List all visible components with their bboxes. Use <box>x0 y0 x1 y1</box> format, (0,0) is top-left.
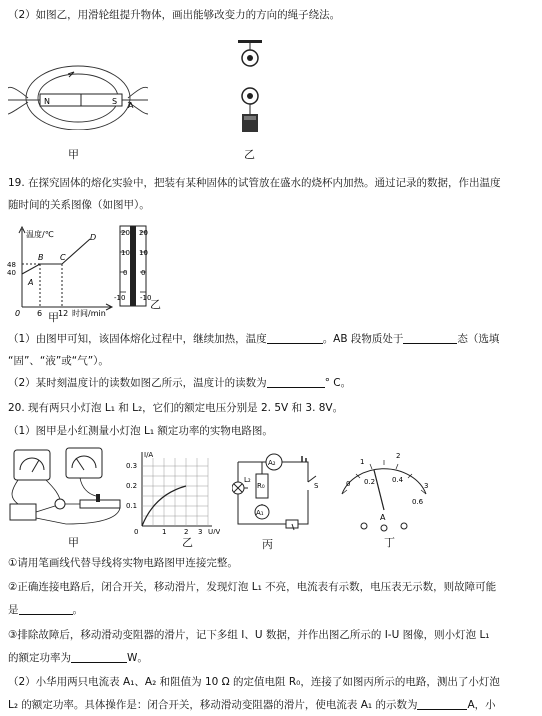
magnet-s-label: S <box>112 97 118 106</box>
magnet-field-figure <box>8 58 148 130</box>
thermo-tick-m10-r: -10 <box>140 294 152 302</box>
graph-xlabel: 时间/min <box>72 309 106 318</box>
iu-xtick-3: 3 <box>198 528 203 534</box>
circuit-a2-label: A₂ <box>268 459 276 467</box>
fig-ding-caption: 丁 <box>384 536 395 549</box>
thermo-tick-20-r: 20 <box>139 229 148 237</box>
graph-ylabel: 温度/℃ <box>26 230 54 239</box>
thermo-tick-10: 10 <box>121 249 130 257</box>
dial-bottom-04: 0.4 <box>392 476 404 484</box>
q20-step2-line1: ②正确连接电路后，闭合开关，移动滑片，发现灯泡 L₁ 不亮，电流表有示数，电压表无示数，则故障可能 <box>8 581 497 593</box>
q20-sub2-b: A，小 <box>467 699 496 711</box>
graph-point-d: D <box>90 233 97 242</box>
q20-step3-a: 的额定功率为 <box>8 652 71 664</box>
q20-step2-b: 。 <box>72 604 83 616</box>
temp-time-graph <box>6 225 116 320</box>
dial-top-2: 2 <box>396 452 401 460</box>
q19-sub2-a: （2）某时刻温度计的读数如图乙所示，温度计的读数为 <box>8 377 267 389</box>
fig-jia-circuit-caption: 甲 <box>68 536 79 549</box>
q19-sub1-c: 态（选填 <box>457 333 500 345</box>
q20-step3-line2 <box>8 651 148 665</box>
dial-unit: A <box>380 513 386 522</box>
q19-sub1-line1 <box>8 332 499 346</box>
answer-blank-state[interactable] <box>403 332 457 344</box>
graph-ytick-48: 48 <box>7 261 16 269</box>
thermometer-caption: 乙 <box>150 298 161 311</box>
answer-blank-current[interactable] <box>417 698 467 710</box>
answer-blank-fault[interactable] <box>19 603 73 615</box>
iu-xtick-2: 2 <box>184 528 189 534</box>
thermo-tick-10-r: 10 <box>139 249 148 257</box>
graph-xtick-12: 12 <box>58 309 69 318</box>
thermo-tick-20: 20 <box>121 229 130 237</box>
fig-bing-caption: 丙 <box>262 538 273 551</box>
iu-ylabel: I/A <box>144 451 154 459</box>
dial-bottom-0: 0 <box>346 480 351 488</box>
point-a-label: A <box>128 101 134 110</box>
ammeter-dial-figure <box>334 452 434 534</box>
iu-xtick-0: 0 <box>134 528 139 534</box>
q20-step2-a: 是 <box>8 604 19 616</box>
pulley-figure <box>232 38 268 142</box>
q20-step1: ①请用笔画线代替导线将实物电路图甲连接完整。 <box>8 557 238 569</box>
thermo-tick-0-r: 0 <box>141 269 146 277</box>
answer-blank-reading[interactable] <box>267 376 325 388</box>
circuit-diagram-figure <box>232 448 328 536</box>
iu-graph-figure <box>124 448 220 534</box>
iu-ytick-03: 0.3 <box>126 462 138 470</box>
circuit-l2-label: L₂ <box>244 476 251 484</box>
fig-yi-graph-caption: 乙 <box>182 536 193 549</box>
graph-point-c: C <box>60 253 66 262</box>
q20-sub1: （1）图甲是小红测量小灯泡 L₁ 额定功率的实物电路图。 <box>8 425 273 437</box>
thermo-tick-m10: -10 <box>114 294 126 302</box>
q18-part2-text: （2）如图乙，用滑轮组提升物体，画出能够改变力的方向的绳子绕法。 <box>8 9 341 21</box>
answer-blank-power[interactable] <box>71 651 127 663</box>
graph-point-a: A <box>28 278 34 287</box>
fig-yi-caption: 乙 <box>244 148 255 161</box>
q20-sub2-line2 <box>8 698 496 712</box>
dial-bottom-02: 0.2 <box>364 478 376 486</box>
q19-sub1-line2: “固”、“液”或“气”）。 <box>8 355 109 367</box>
circuit-a1-label: A₁ <box>256 509 264 517</box>
q19-line2: 随时间的关系图像（如图甲）。 <box>8 199 150 211</box>
dial-bottom-06: 0.6 <box>412 498 424 506</box>
answer-blank-temp[interactable] <box>267 332 323 344</box>
circuit-r0-label: R₀ <box>257 482 265 490</box>
q20-sub2-line1: （2）小华用两只电流表 A₁、A₂ 和阻值为 10 Ω 的定值电阻 R₀，连接了如图丙所示的电路，测出了小灯泡 <box>8 676 500 688</box>
q20-line1: 20. 现有两只小灯泡 L₁ 和 L₂，它们的额定电压分别是 2. 5V 和 3. 8V。 <box>8 402 344 414</box>
q20-step3-line1: ③排除故障后，移动滑动变阻器的滑片，记下多组 I、U 数据，并作出图乙所示的 I-U 图像，则小灯泡 L₁ <box>8 629 490 641</box>
iu-ytick-02: 0.2 <box>126 482 138 490</box>
q20-step3-b: W。 <box>127 652 148 664</box>
graph-xtick-6: 6 <box>37 309 43 318</box>
q19-sub2-b: ° C。 <box>324 377 352 389</box>
thermo-tick-0: 0 <box>123 269 128 277</box>
fig-jia-caption: 甲 <box>68 148 79 161</box>
graph-point-b: B <box>38 253 44 262</box>
iu-xtick-1: 1 <box>162 528 167 534</box>
q20-sub2-a: L₂ 的额定功率。具体操作是：闭合开关，移动滑动变阻器的滑片，使电流表 A₁ 的示数为 <box>8 699 418 711</box>
q19-line1: 19. 在探究固体的熔化实验中，把装有某种固体的试管放在盛水的烧杯内加热。通过记录的数据，作出温度 <box>8 177 501 189</box>
q19-sub1-b: 。AB 段物质处于 <box>322 333 404 345</box>
graph-ytick-40: 40 <box>7 269 16 277</box>
q19-sub1-a: （1）由图甲可知，该固体熔化过程中，继续加热，温度 <box>8 333 267 345</box>
iu-xlabel: U/V <box>208 528 220 534</box>
magnet-n-label: N <box>44 97 50 106</box>
dial-top-1: 1 <box>360 458 365 466</box>
q19-sub2-line <box>8 376 351 390</box>
dial-top-3: 3 <box>424 482 429 490</box>
circuit-s-label: S <box>314 482 319 490</box>
physical-circuit-figure <box>6 446 124 532</box>
graph-caption: 甲 <box>48 311 59 324</box>
q20-step2-line2 <box>8 603 83 617</box>
iu-ytick-01: 0.1 <box>126 502 138 510</box>
graph-xtick-0: 0 <box>15 309 21 318</box>
